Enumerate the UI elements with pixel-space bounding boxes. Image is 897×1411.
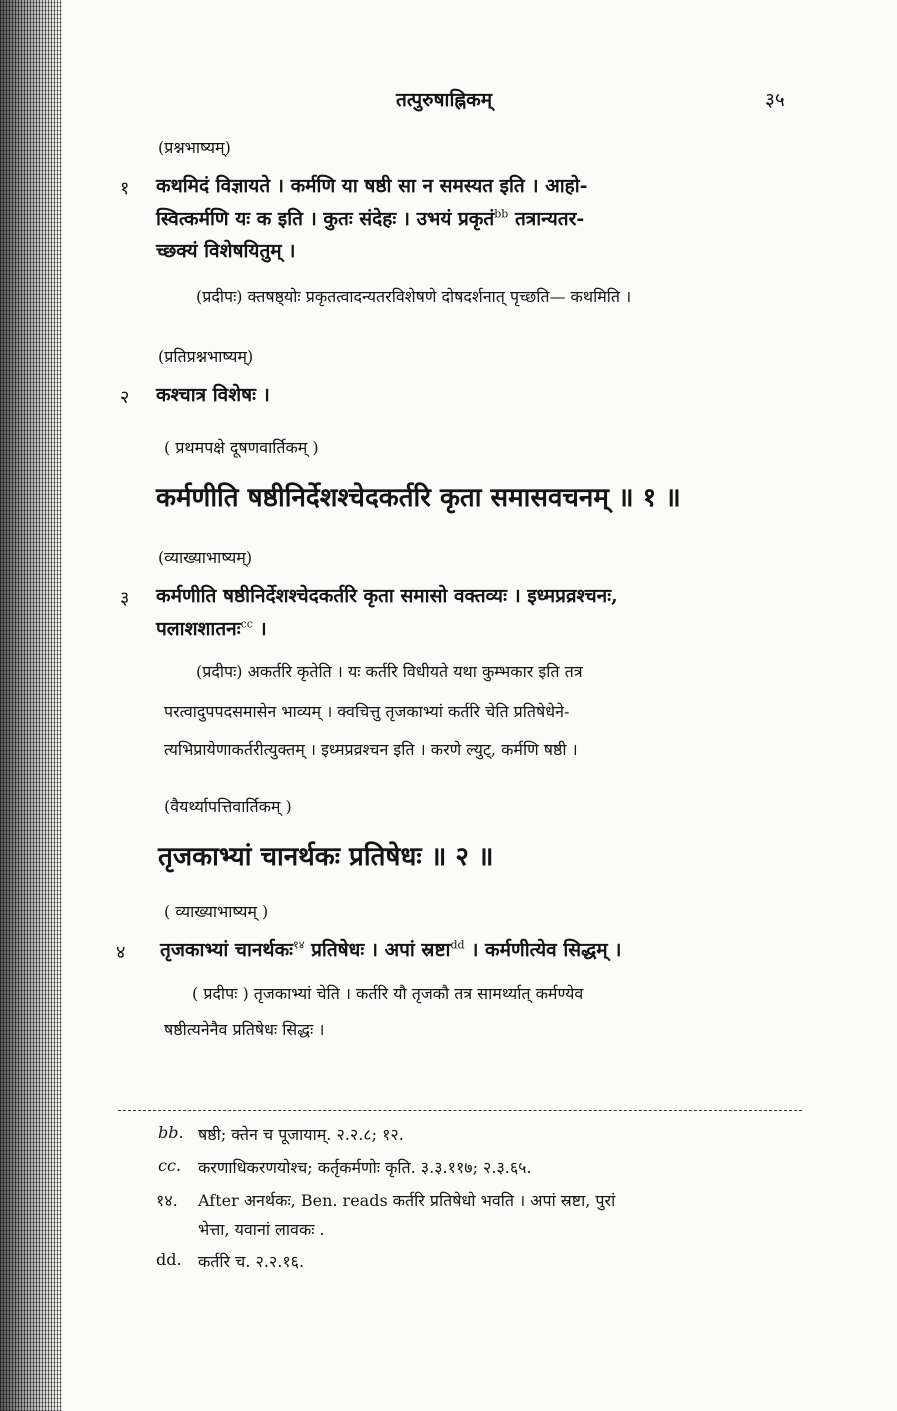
footnote-ref-cc: cc	[240, 617, 253, 631]
pradipa-4-line-2: षष्ठीत्यनेनैव प्रतिषेधः सिद्धः ।	[164, 1020, 325, 1039]
section-heading-pratiprashna: (प्रतिप्रश्नभाष्यम्)	[158, 347, 254, 366]
paragraph-number-4: ४	[116, 942, 126, 963]
footnote-mark-14: १४.	[156, 1191, 178, 1210]
pradipa-4-line-1: ( प्रदीपः ) तृजकाभ्यां चेति । कर्तरि यौ तृजकौ तत्र सामर्थ्यात् कर्मण्येव	[192, 984, 584, 1003]
bhashya-3-line-1: कर्मणीति षष्ठीनिर्देशश्चेदकर्तरि कृता समासो वक्तव्यः । इध्मप्रव्रश्चनः,	[156, 585, 618, 607]
paragraph-number-2: २	[120, 387, 130, 408]
pradipa-3-line-3: त्यभिप्रायेणाकर्तरीत्युक्तम् । इध्मप्रव्रश्चन इति । करणे ल्युट्, कर्मणि षष्ठी ।	[164, 740, 578, 759]
footnote-text-14-continued: भेत्ता, यवानां लावकः .	[198, 1220, 325, 1239]
vartika-2: तृजकाभ्यां चानर्थकः प्रतिषेधः ॥ २ ॥	[158, 842, 494, 872]
pradipa-1: (प्रदीपः) क्तषष्ठ्योः प्रकृतत्वादन्यतरविशेषणे दोषदर्शनात् पृच्छति— कथमिति ।	[196, 287, 632, 306]
section-heading-vyakhya-2: ( व्याख्याभाष्यम् )	[164, 902, 269, 921]
bhashya-1-line-2: स्वित्कर्मणि यः क इति । कुतः संदेहः । उभयं प्रकृतं$^{bb}$ तत्रान्यतर-	[156, 207, 585, 230]
bhashya-4-line-1: तृजकाभ्यां चानर्थकः$^{१४}$ प्रतिषेधः । अपां स्रष्टा$^{dd}$ । कर्मणीत्येव सिद्धम् ।	[160, 938, 622, 961]
footnote-text-14: After अनर्थकः, Ben. reads कर्तरि प्रतिषेधो भवति । अपां स्रष्टा, पुरां	[198, 1191, 616, 1210]
section-heading-vaiyarthya-vartika: (वैयर्थ्यापत्तिवार्तिकम् )	[164, 797, 292, 816]
pradipa-3-line-2: परत्वादुपपदसमासेन भाव्यम् । क्वचित्तु तृजकाभ्यां कर्तरि चेति प्रतिषेधेने-	[164, 702, 570, 721]
bhashya-3-line-2: पलाशशातनः$^{cc}$ ।	[156, 617, 267, 640]
page-number: ३५	[765, 89, 785, 111]
footnote-mark-cc: cc.	[158, 1156, 182, 1175]
scanned-page-edge	[0, 0, 62, 1411]
paragraph-number-1: १	[120, 178, 130, 199]
footnote-mark-bb: bb.	[158, 1123, 184, 1142]
vartika-1: कर्मणीति षष्ठीनिर्देशश्चेदकर्तरि कृता समासवचनम् ॥ १ ॥	[156, 483, 681, 513]
footnote-divider	[118, 1110, 802, 1111]
bhashya-1-line-3: च्छक्यं विशेषयितुम् ।	[156, 240, 296, 262]
pradipa-3-line-1: (प्रदीपः) अकर्तरि कृतेति । यः कर्तरि विधीयते यथा कुम्भकार इति तत्र	[196, 662, 583, 681]
footnote-ref-dd: dd	[450, 938, 465, 952]
footnote-text-dd: कर्तरि च. २.२.१६.	[198, 1252, 305, 1271]
footnote-ref-bb: bb	[494, 207, 509, 221]
section-heading-prashna: (प्रश्नभाष्यम्)	[158, 138, 231, 157]
footnote-text-cc: करणाधिकरणयोश्च; कर्तृकर्मणोः कृति. ३.३.११७; २.३.६५.	[198, 1158, 532, 1177]
bhashya-2-line-1: कश्चात्र विशेषः ।	[156, 384, 270, 406]
running-header-title: तत्पुरुषाह्निकम्	[396, 89, 493, 111]
section-heading-dushana-vartika: ( प्रथमपक्षे दूषणवार्तिकम् )	[164, 438, 319, 457]
footnote-mark-dd: dd.	[156, 1250, 182, 1269]
section-heading-vyakhya-1: (व्याख्याभाष्यम्)	[158, 548, 253, 567]
footnote-text-bb: षष्ठी; क्तेन च पूजायाम्. २.२.८; १२.	[198, 1125, 404, 1144]
footnote-ref-14: १४	[293, 938, 305, 952]
paragraph-number-3: ३	[120, 588, 130, 609]
bhashya-1-line-1: कथमिदं विज्ञायते । कर्मणि या षष्ठी सा न समस्यत इति । आहो-	[156, 175, 588, 197]
